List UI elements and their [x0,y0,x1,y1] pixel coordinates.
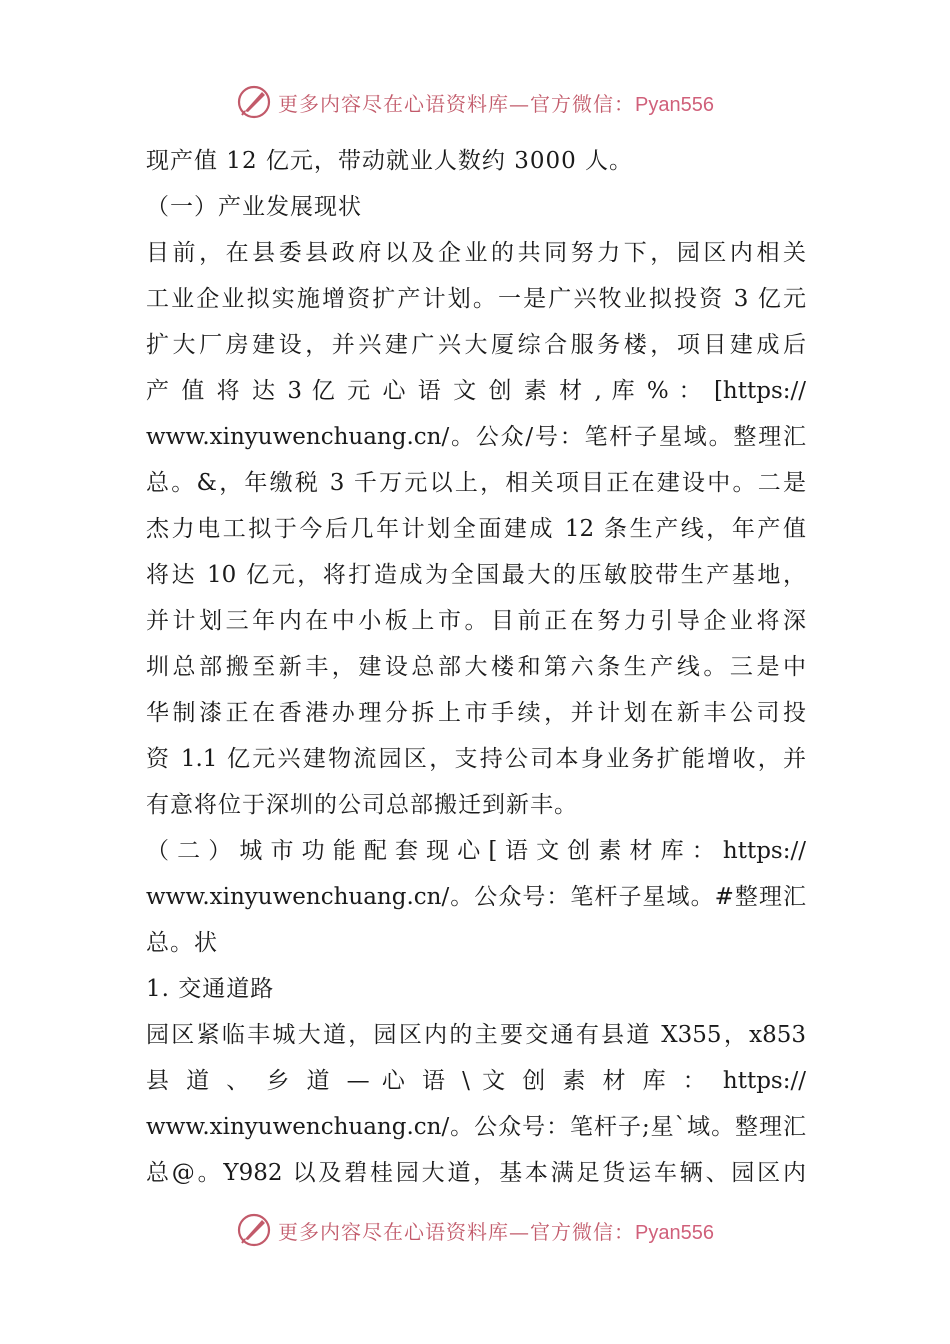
text-line-12: 圳总部搬至新丰，建设总部大楼和第六条生产线。三是中 [146,654,806,680]
document-body [146,138,806,1196]
section-heading-city-function: （ 二 ） 城 市 功 能 配 套 现 心 [ 语 文 创 素 材 库 ： https:// [146,838,806,864]
text-line-5: 扩大厂房建设，并兴建广兴大厦综合服务楼，项目建成后 [146,332,806,358]
text-line-17: www.xinyuwenchuang.cn/。公众号：笔杆子星域。#整理汇 [146,884,806,910]
quill-logo-icon [236,84,272,120]
text-line-11: 并计划三年内在中小板上市。目前正在努力引导企业将深 [146,608,806,634]
text-line-15: 有意将位于深圳的公司总部搬迁到新丰。 [146,792,578,818]
text-line-14: 资 1.1 亿元兴建物流园区，支持公司本身业务扩能增收，并 [146,746,806,772]
text-line-4: 工业企业拟实施增资扩产计划。一是广兴牧业拟投资 3 亿元 [146,286,806,312]
watermark-account: Pyan556 [635,93,714,116]
watermark-text: 更多内容尽在心语资料库—官方微信：Pyan556 [278,91,714,116]
text-line-13: 华制漆正在香港办理分拆上市手续，并计划在新丰公司投 [146,700,806,726]
text-line-18: 总。状 [146,930,218,956]
text-line-7: www.xinyuwenchuang.cn/。公众/号：笔杆子星域。整理汇 [146,424,806,450]
text-line-20: 园区紧临丰城大道，园区内的主要交通有县道 X355，x853 [146,1022,806,1048]
text-line-6: 产 值 将 达 3 亿 元 心 语 文 创 素 材 , 库 % ： [https:// [146,378,806,404]
text-line-10: 将达 10 亿元，将打造成为全国最大的压敏胶带生产基地， [146,562,806,588]
text-line-1: 现产值 12 亿元，带动就业人数约 3000 人。 [146,148,634,174]
quill-logo-icon [236,1212,272,1248]
text-line-9: 杰力电工拟于今后几年计划全面建成 12 条生产线，年产值 [146,516,806,542]
watermark-header [0,80,950,124]
watermark-footer [0,1208,950,1252]
watermark-text: 更多内容尽在心语资料库—官方微信：Pyan556 [278,1219,714,1244]
text-line-3: 目前，在县委县政府以及企业的共同努力下，园区内相关 [146,240,806,266]
text-line-21: 县 道 、 乡 道 — 心 语 \ 文 创 素 材 库 ： https:// [146,1068,806,1094]
section-heading-industry-status: （一）产业发展现状 [146,194,362,220]
text-line-8: 总。&，年缴税 3 千万元以上，相关项目正在建设中。二是 [146,470,806,496]
text-line-23: 总@。Y982 以及碧桂园大道，基本满足货运车辆、园区内 [146,1160,806,1186]
watermark-account: Pyan556 [635,1221,714,1244]
text-line-22: www.xinyuwenchuang.cn/。公众号：笔杆子;星`域。整理汇 [146,1114,806,1140]
subheading-transport-roads: 1. 交通道路 [146,976,275,1002]
